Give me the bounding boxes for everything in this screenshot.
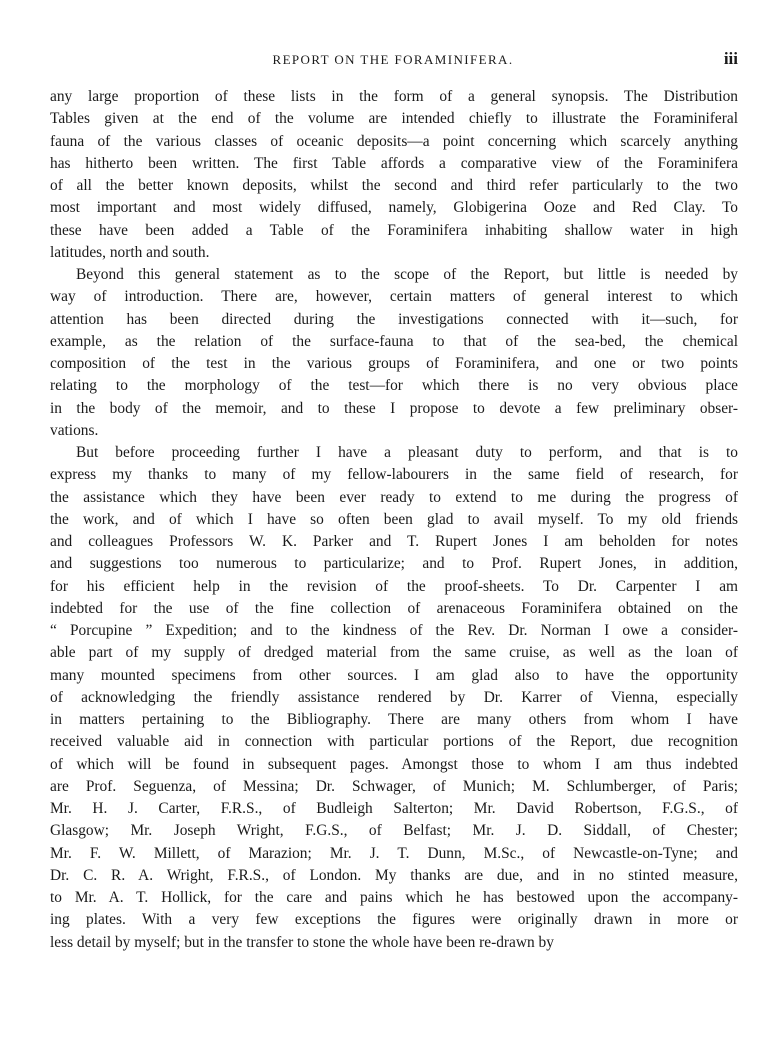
text-line: composition of the test in the various groups of Foraminifera, and one or two points xyxy=(50,355,738,372)
text-line: to Mr. A. T. Hollick, for the care and pains which he has bestowed upon the accompany- xyxy=(50,889,738,906)
text-line: in matters pertaining to the Bibliography. There are many others from whom I have xyxy=(50,711,738,728)
text-line: of acknowledging the friendly assistance rendered by Dr. Karrer of Vienna, especially xyxy=(50,688,738,706)
text-line: Tables given at the end of the volume are intended chiefly to illustrate the Foraminiferal xyxy=(50,110,738,128)
text-line: able part of my supply of dredged material from the same cruise, as well as the loan of xyxy=(50,644,738,662)
text-line: the assistance which they have been ever ready to extend to me during the progress of xyxy=(50,488,738,506)
text-line: ing plates. With a very few exceptions the figures were originally drawn in more or xyxy=(50,911,738,929)
text-line: Mr. H. J. Carter, F.R.S., of Budleigh Salterton; Mr. David Robertson, F.G.S., of xyxy=(50,800,738,817)
text-line: and suggestions too numerous to particularize; and to Prof. Rupert Jones, in addition, xyxy=(50,555,738,573)
page-number: iii xyxy=(723,49,738,68)
text-line: received valuable aid in connection with particular portions of the Report, due recognition xyxy=(50,733,738,751)
text-line: Beyond this general statement as to the scope of the Report, but little is needed by xyxy=(76,266,738,283)
text-line: are Prof. Seguenza, of Messina; Dr. Schwager, of Munich; M. Schlumberger, of Paris; xyxy=(50,777,738,795)
text-line: has hitherto been written. The first Table affords a comparative view of the Foraminifera xyxy=(50,154,738,172)
text-line: of which will be found in subsequent pages. Amongst those to whom I am thus indebted xyxy=(50,755,738,773)
paragraph-acknowledgements xyxy=(50,442,738,954)
text-line: the work, and of which I have so often been glad to avail myself. To my old friends xyxy=(50,510,738,528)
body-text xyxy=(50,86,738,954)
text-line: Mr. F. W. Millett, of Marazion; Mr. J. T. Dunn, M.Sc., of Newcastle-on-Tyne; and xyxy=(50,844,738,862)
text-line: Dr. C. R. A. Wright, F.R.S., of London. My thanks are due, and in no stinted measure, xyxy=(50,866,738,884)
text-line: But before proceeding further I have a pleasant duty to perform, and that is to xyxy=(76,444,738,461)
text-line: attention has been directed during the investigations connected with it—such, for xyxy=(50,310,738,328)
text-line: relating to the morphology of the test—for which there is no very obvious place xyxy=(50,377,738,395)
text-line: way of introduction. There are, however, certain matters of general interest to which xyxy=(50,288,738,306)
text-line: example, as the relation of the surface-fauna to that of the sea-bed, the chemical xyxy=(50,332,738,350)
text-line: “ Porcupine ” Expedition; and to the kindness of the Rev. Dr. Norman I owe a consider- xyxy=(50,622,738,639)
text-line: many mounted specimens from other sources. I am glad also to have the opportunity xyxy=(50,666,738,684)
text-line: any large proportion of these lists in the form of a general synopsis. The Distribution xyxy=(50,88,738,105)
running-title: REPORT ON THE FORAMINIFERA. xyxy=(272,52,514,67)
paragraph-distribution-tables xyxy=(50,86,738,264)
text-line: latitudes, north and south. xyxy=(50,243,210,261)
paragraph-scope-of-report xyxy=(50,264,738,442)
text-line: these have been added a Table of the Foraminifera inhabiting shallow water in high xyxy=(50,221,738,239)
text-line: less detail by myself; but in the transfer to stone the whole have been re-drawn by xyxy=(50,933,554,951)
text-line: vations. xyxy=(50,421,99,439)
text-line: of all the better known deposits, whilst the second and third refer particularly to the two xyxy=(50,177,738,194)
text-line: in the body of the memoir, and to these I propose to devote a few preliminary obser- xyxy=(50,399,738,417)
text-line: indebted for the use of the fine collection of arenaceous Foraminifera obtained on the xyxy=(50,599,738,617)
text-line: and colleagues Professors W. K. Parker and T. Rupert Jones I am beholden for notes xyxy=(50,533,738,550)
text-line: express my thanks to many of my fellow-labourers in the same field of research, for xyxy=(50,466,738,484)
text-line: fauna of the various classes of oceanic deposits—a point concerning which scarcely anything xyxy=(50,132,738,150)
text-line: for his efficient help in the revision of the proof-sheets. To Dr. Carpenter I am xyxy=(50,577,738,595)
running-head xyxy=(48,49,738,72)
text-line: Glasgow; Mr. Joseph Wright, F.G.S., of Belfast; Mr. J. D. Siddall, of Chester; xyxy=(50,822,738,840)
text-line: most important and most widely diffused, namely, Globigerina Ooze and Red Clay. To xyxy=(50,199,738,217)
